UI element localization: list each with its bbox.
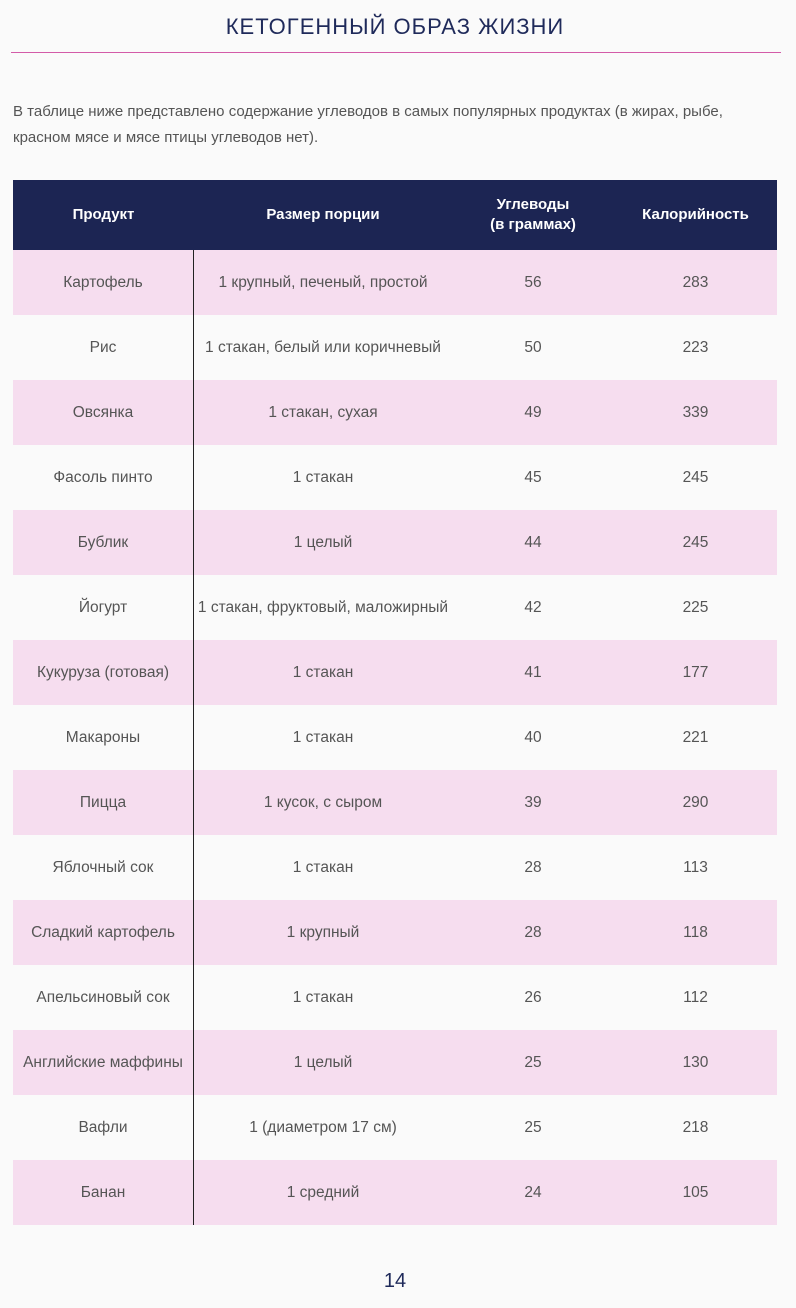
cell-carbs: 24 — [524, 1183, 542, 1201]
cell-carbs: 40 — [524, 728, 542, 746]
cell-calories: 223 — [682, 338, 709, 356]
cell-portion: 1 стакан, сухая — [268, 403, 378, 421]
intro-line-1: В таблице ниже представлено содержание углеводов в самых популярных продуктах (в жирах, рыбе, — [13, 103, 723, 120]
column-header-carbs-line-1: Углеводы — [496, 196, 570, 213]
cell-carbs: 50 — [524, 338, 542, 356]
cell-product: Банан — [13, 1160, 194, 1225]
table-row — [13, 315, 777, 380]
cell-calories: 245 — [682, 468, 709, 486]
cell-calories: 290 — [682, 793, 709, 811]
cell-portion: 1 целый — [293, 533, 353, 551]
cell-carbs: 28 — [524, 923, 542, 941]
table-row — [13, 250, 777, 315]
table-row — [13, 380, 777, 445]
page-number: 14 — [383, 1270, 407, 1292]
cell-carbs: 39 — [524, 793, 542, 811]
table-body — [13, 250, 777, 1225]
cell-calories: 245 — [682, 533, 709, 551]
cell-product: Английские маффины — [13, 1030, 194, 1095]
cell-calories: 130 — [682, 1053, 709, 1071]
cell-portion: 1 крупный — [286, 923, 360, 941]
table-row — [13, 445, 777, 510]
cell-portion: 1 (диаметром 17 см) — [249, 1118, 397, 1136]
cell-portion: 1 крупный, печеный, простой — [218, 273, 428, 291]
cell-portion: 1 стакан — [292, 858, 354, 876]
table-row — [13, 510, 777, 575]
carbs-table — [13, 180, 777, 1225]
cell-carbs: 41 — [524, 663, 542, 681]
cell-product: Вафли — [13, 1095, 194, 1160]
cell-portion: 1 стакан — [292, 728, 354, 746]
cell-carbs: 25 — [524, 1053, 542, 1071]
cell-product: Картофель — [13, 250, 194, 315]
column-header-carbs-line-2: (в граммах) — [490, 216, 576, 233]
cell-portion: 1 кусок, с сыром — [263, 793, 383, 811]
cell-product: Макароны — [13, 705, 194, 770]
cell-carbs: 49 — [524, 403, 542, 421]
column-header-calories: Калорийность — [642, 206, 749, 223]
cell-carbs: 45 — [524, 468, 542, 486]
cell-calories: 177 — [682, 663, 709, 681]
cell-portion: 1 стакан — [292, 988, 354, 1006]
table-row — [13, 900, 777, 965]
column-header-product: Продукт — [72, 206, 135, 223]
table-header — [13, 180, 777, 250]
table-row — [13, 965, 777, 1030]
cell-carbs: 26 — [524, 988, 542, 1006]
cell-calories: 225 — [682, 598, 709, 616]
cell-product: Яблочный сок — [13, 835, 194, 900]
table-row — [13, 1095, 777, 1160]
cell-calories: 221 — [682, 728, 709, 746]
cell-product: Йогурт — [13, 575, 194, 640]
cell-portion: 1 стакан — [292, 663, 354, 681]
cell-product: Фасоль пинто — [13, 445, 194, 510]
cell-portion: 1 стакан, фруктовый, маложирный — [197, 598, 449, 616]
intro-line-2: красном мясе и мясе птицы углеводов нет). — [13, 129, 319, 146]
cell-calories: 118 — [683, 923, 708, 941]
table-row — [13, 705, 777, 770]
table-row — [13, 770, 777, 835]
cell-calories: 105 — [682, 1183, 709, 1201]
cell-carbs: 44 — [524, 533, 542, 551]
cell-portion: 1 целый — [293, 1053, 353, 1071]
cell-carbs: 25 — [524, 1118, 542, 1136]
cell-product: Пицца — [13, 770, 194, 835]
cell-product: Сладкий картофель — [13, 900, 194, 965]
cell-carbs: 42 — [524, 598, 542, 616]
cell-product: Овсянка — [13, 380, 194, 445]
cell-product: Бублик — [13, 510, 194, 575]
cell-portion: 1 средний — [286, 1183, 360, 1201]
cell-product: Рис — [13, 315, 194, 380]
cell-product: Апельсиновый сок — [13, 965, 194, 1030]
table-row — [13, 640, 777, 705]
column-header-portion: Размер порции — [266, 206, 380, 223]
cell-portion: 1 стакан, белый или коричневый — [205, 338, 441, 356]
column-header-carbs — [452, 180, 614, 250]
cell-carbs: 28 — [524, 858, 542, 876]
table-row — [13, 835, 777, 900]
table-row — [13, 1030, 777, 1095]
cell-carbs: 56 — [524, 273, 542, 291]
cell-calories: 283 — [682, 273, 709, 291]
table-row — [13, 575, 777, 640]
cell-calories: 113 — [683, 858, 708, 876]
intro-paragraph — [13, 99, 778, 151]
cell-calories: 112 — [683, 988, 708, 1006]
cell-product: Кукуруза (готовая) — [13, 640, 194, 705]
cell-calories: 339 — [682, 403, 709, 421]
title-divider — [11, 52, 781, 53]
cell-portion: 1 стакан — [292, 468, 354, 486]
cell-calories: 218 — [682, 1118, 709, 1136]
page-title: КЕТОГЕННЫЙ ОБРАЗ ЖИЗНИ — [225, 14, 565, 39]
table-row — [13, 1160, 777, 1225]
